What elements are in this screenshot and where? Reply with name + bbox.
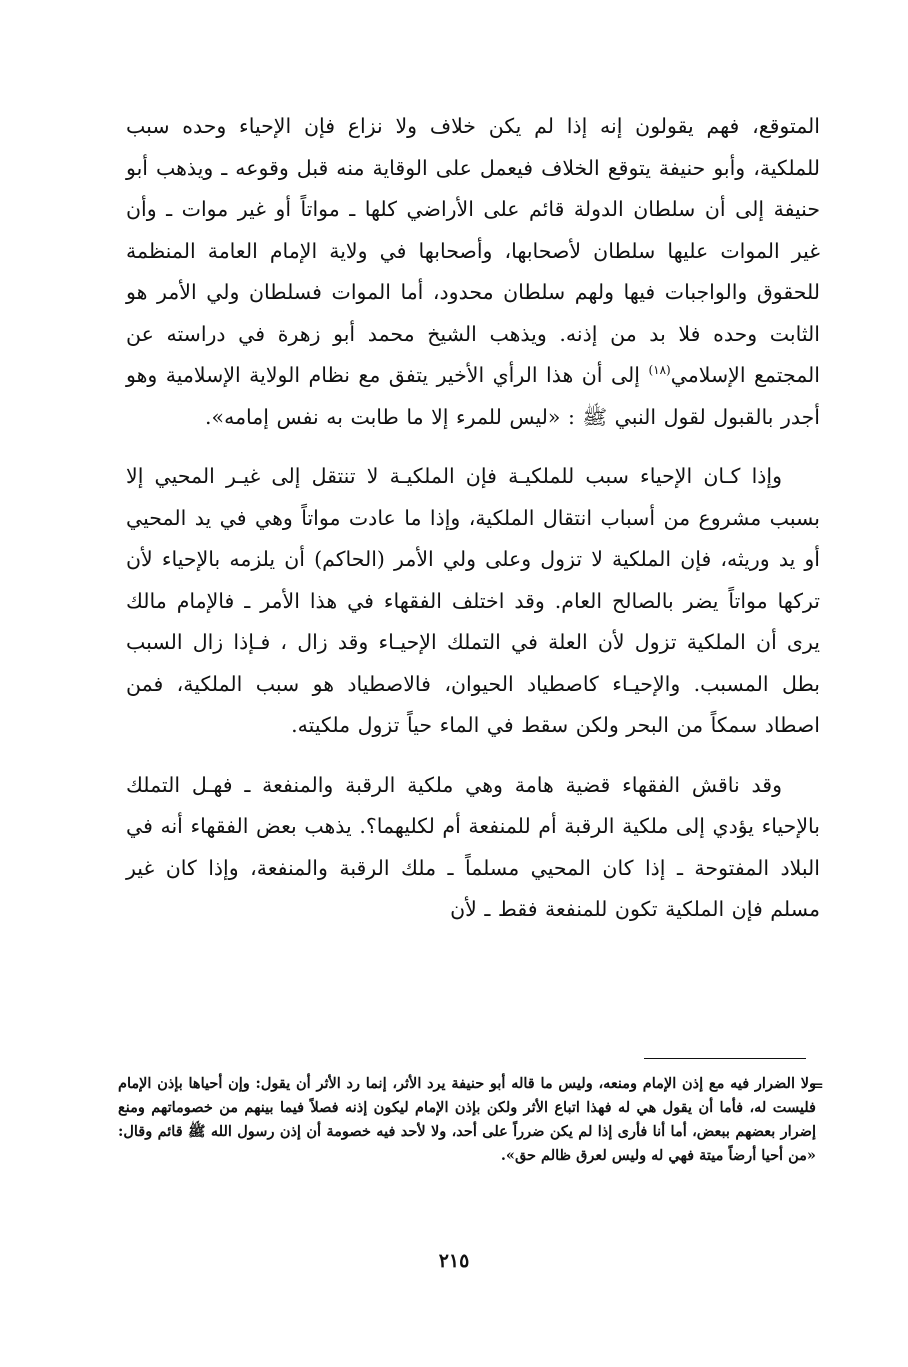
footnote-continuation-marker: =: [812, 1078, 824, 1094]
paragraph-1-text-a: المتوقع، فهم يقولون إنه إذا لم يكن خلاف ولا نزاع فإن الإحياء وحده سبب للملكية، وأبو حنيفة يتوقع الخلاف فيعمل على الوقاية منه قبل وقوعه ـ ويذهب أبو حنيفة إلى أن سلطان الدولة قائم على الأراضي كلها ـ مواتاً أو غير موات ـ وأن غير الموات عليها سلطان لأصحابها، وأصحابها في ولاية الإمام العامة المنظمة للحقوق والواجبات فيها ولهم سلطان محدود، أما الموات فسلطان ولي الأمر هو الثابت وحده فلا بد من إذنه. ويذهب الشيخ محمد أبو زهرة في دراسته عن المجتمع الإسلامي: [126, 114, 820, 387]
footnote-reference-18: (١٨): [648, 363, 671, 378]
footnote-separator-line: [644, 1058, 806, 1059]
paragraph-1-text-b: إلى أن هذا الرأي الأخير يتفق مع نظام الولاية الإسلامية وهو أجدر بالقبول لقول النبي ﷺ : «ليس للمرء إلا ما طابت به نفس إمامه».: [126, 363, 820, 429]
page-number: ٢١٥: [438, 1250, 470, 1272]
main-text-body: [126, 106, 820, 931]
footnote-text: ولا الضرار فيه مع إذن الإمام ومنعه، وليس ما قاله أبو حنيفة يرد الأثر، إنما رد الأثر أن يقول: وإن أحياها بإذن الإمام فليست له، فأما أن يقول هي له فهذا اتباع الأثر ولكن بإذن الإمام ليكون إذنه فصلاً فيما بينهم من خصوماتهم ومنع إضرار بعضهم ببعض، أما أنا فأرى إذا لم يكن ضرراً على أحد، ولا لأحد فيه خصومة أن إذن رسول الله ﷺ قائم وقال: «من أحيا أرضاً ميتة فهي له وليس لعرق ظالم حق».: [118, 1075, 816, 1164]
paragraph-2: وإذا كـان الإحياء سبب للملكيـة فإن الملكيـة لا تنتقل إلى غيـر المحيي إلا بسبب مشروع من أسباب انتقال الملكية، وإذا ما عادت مواتاً وهي في يد المحيي أو يد وريثه، فإن الملكية لا تزول وعلى ولي الأمر (الحاكم) أن يلزمه بالإحياء لأن تركها مواتاً يضر بالصالح العام. وقد اختلف الفقهاء في هذا الأمر ـ فالإمام مالك يرى أن الملكية تزول لأن العلة في التملك الإحيـاء وقد زال ، فـإذا زال السبب بطل المسبب. والإحيـاء كاصطياد الحيوان، فالاصطياد هو سبب الملكية، فمن اصطاد سمكاً من البحر ولكن سقط في الماء حياً تزول ملكيته.: [126, 464, 820, 737]
paragraph-3: وقد ناقش الفقهاء قضية هامة وهي ملكية الرقبة والمنفعة ـ فهـل التملك بالإحياء يؤدي إلى ملكية الرقبة أم للمنفعة أم لكليهما؟. يذهب بعض الفقهاء أنه في البلاد المفتوحة ـ إذا كان المحيي مسلماً ـ ملك الرقبة والمنفعة، وإذا كان غير مسلم فإن الملكية تكون للمنفعة فقط ـ لأن: [126, 772, 820, 921]
paragraph-1: [126, 106, 820, 438]
